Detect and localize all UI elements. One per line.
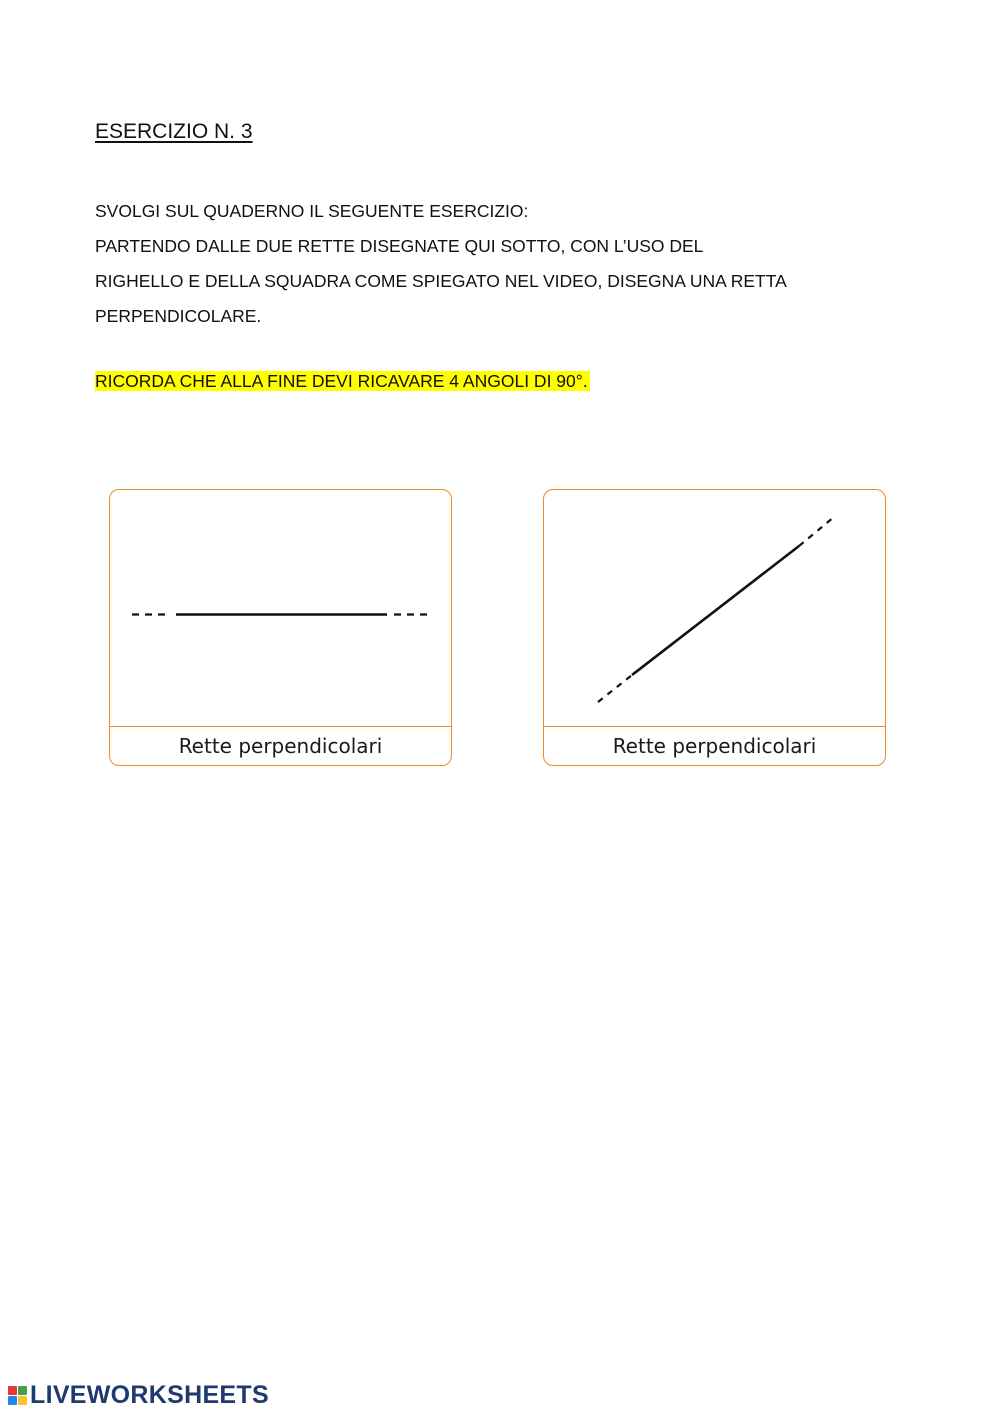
diagonal-line-drawing [544,490,886,726]
dashed-extension-bottom [598,675,632,702]
diagonal-line-card [543,489,886,766]
exercise-title: ESERCIZIO N. 3 [95,120,253,143]
instruction-line: RIGHELLO E DELLA SQUADRA COME SPIEGATO NEL VIDEO, DISEGNA UNA RETTA [95,271,787,291]
instructions [95,194,935,334]
highlighted-reminder: RICORDA CHE ALLA FINE DEVI RICAVARE 4 ANGOLI DI 90°. [95,371,588,391]
reminder-note [95,369,590,393]
logo-text: LIVEWORKSHEETS [30,1380,269,1409]
instruction-line: SVOLGI SUL QUADERNO IL SEGUENTE ESERCIZIO: [95,201,529,221]
horizontal-line-drawing [110,490,452,726]
instruction-line: PERPENDICOLARE. [95,306,262,326]
card-caption: Rette perpendicolari [110,726,451,765]
horizontal-line-card [109,489,452,766]
logo-mark-square [8,1396,17,1405]
card-caption: Rette perpendicolari [544,726,885,765]
logo-mark-square [8,1386,17,1395]
logo-mark-square [18,1396,27,1405]
logo-mark-icon [8,1386,27,1405]
instruction-line: PARTENDO DALLE DUE RETTE DISEGNATE QUI SOTTO, CON L’USO DEL [95,236,704,256]
logo-mark-square [18,1386,27,1395]
solid-segment [632,546,799,675]
liveworksheets-logo [8,1380,269,1410]
dashed-extension-top [799,517,834,546]
